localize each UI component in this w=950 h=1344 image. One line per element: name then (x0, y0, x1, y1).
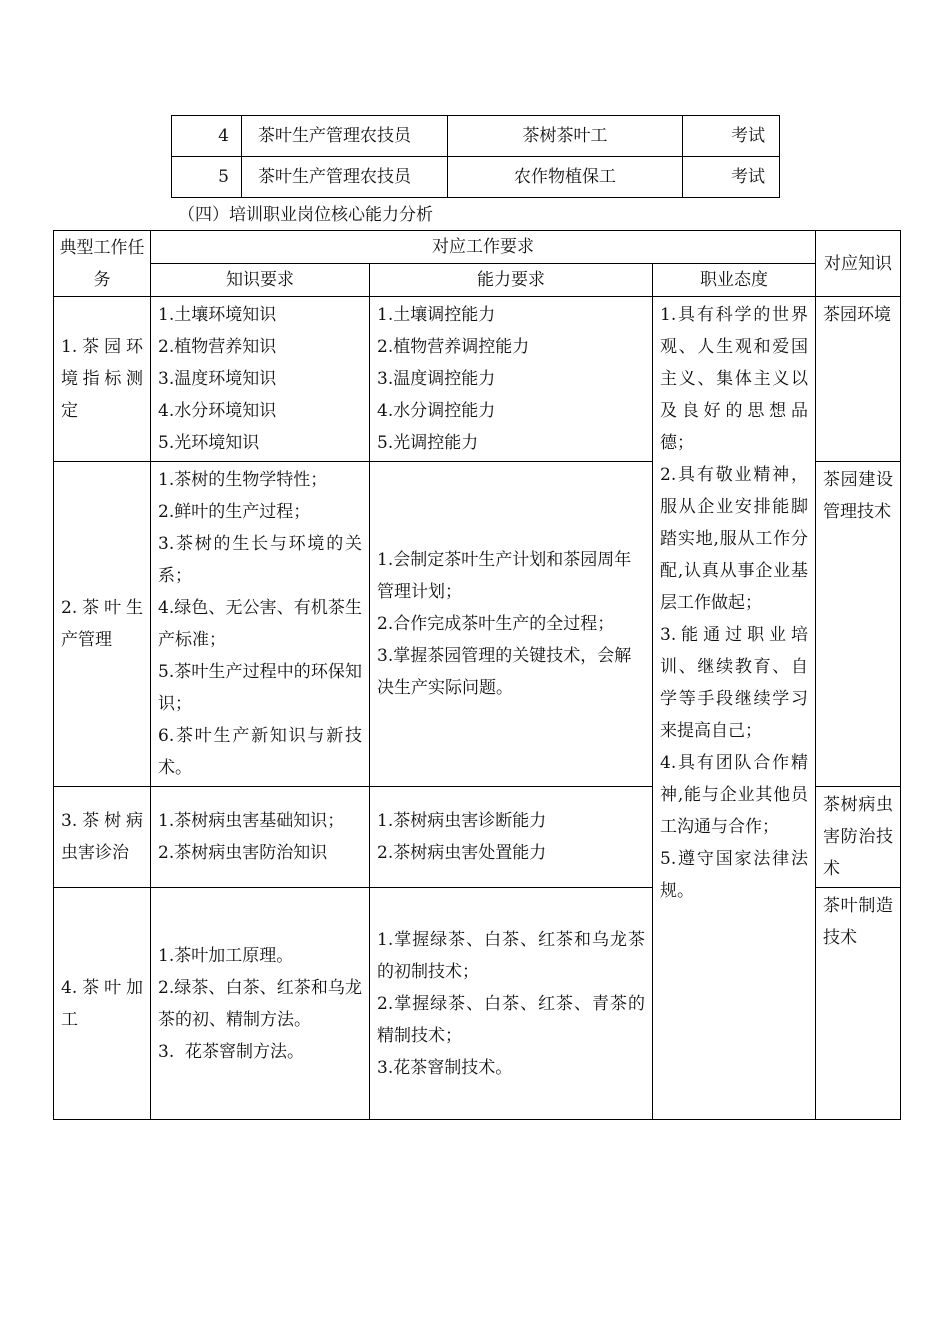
header-attitude: 职业态度 (653, 264, 816, 297)
ability-item: 2.掌握绿茶、白茶、红茶、青茶的精制技术； (377, 993, 645, 1046)
task-cell: 4.茶叶加工 (54, 888, 151, 1120)
knowledge-item: 5.光环境知识 (158, 433, 260, 453)
attitude-item: 2.具有敬业精神，服从企业安排能脚踏实地,服从工作分配,认真从事企业基层工作做起； (660, 465, 809, 613)
ability-item: 2.合作完成茶叶生产的全过程； (377, 614, 615, 634)
knowledge-item: 2.植物营养知识 (158, 337, 277, 357)
assessment-method: 考试 (683, 157, 780, 198)
knowledge-item: 3.茶树的生长与环境的关系； (158, 534, 362, 586)
task-cell: 2.茶叶生产管理 (54, 462, 151, 787)
related-knowledge-cell: 茶园建设管理技术 (816, 462, 901, 787)
knowledge-item: 1.土壤环境知识 (158, 305, 277, 325)
knowledge-item: 5.茶叶生产过程中的环保知识； (158, 662, 362, 714)
table-row (172, 157, 780, 198)
ability-item: 3.温度调控能力 (377, 369, 496, 389)
knowledge-cell (151, 462, 370, 787)
knowledge-item: 3.温度环境知识 (158, 369, 277, 389)
header-knowledge: 知识要求 (151, 264, 370, 297)
knowledge-item: 3. 花茶窨制方法。 (158, 1041, 305, 1062)
attitude-item: 5.遵守国家法律法规。 (660, 849, 809, 901)
header-related-knowledge: 对应知识 (816, 231, 901, 297)
ability-item: 3.花茶窨制技术。 (377, 1057, 513, 1078)
knowledge-cell (151, 787, 370, 888)
certificate-table (171, 115, 780, 198)
header-requirements: 对应工作要求 (151, 231, 816, 264)
knowledge-item: 2.茶树病虫害防治知识 (158, 843, 328, 863)
knowledge-item: 6.茶叶生产新知识与新技术。 (158, 726, 362, 778)
ability-item: 1.土壤调控能力 (377, 305, 496, 325)
row-number: 5 (172, 157, 242, 198)
knowledge-item: 4.绿色、无公害、有机茶生产标准； (158, 598, 362, 650)
job-title: 茶叶生产管理农技员 (242, 116, 448, 157)
knowledge-cell (151, 297, 370, 462)
section-heading: （四）培训职业岗位核心能力分析 (178, 205, 433, 225)
header-row (54, 264, 901, 297)
core-ability-table (53, 230, 901, 1120)
assessment-method: 考试 (683, 116, 780, 157)
related-knowledge-cell: 茶叶制造技术 (816, 888, 901, 1120)
ability-cell (370, 462, 653, 787)
ability-item: 4.水分调控能力 (377, 401, 496, 421)
certificate-name: 茶树茶叶工 (448, 116, 683, 157)
attitude-item: 3.能通过职业培训、继续教育、自学等手段继续学习来提高自己； (660, 625, 809, 741)
header-ability: 能力要求 (370, 264, 653, 297)
ability-item: 2.植物营养调控能力 (377, 337, 530, 357)
header-task: 典型工作任务 (54, 231, 151, 297)
ability-item: 1.会制定茶叶生产计划和茶园周年管理计划； (377, 550, 632, 602)
ability-item: 2.茶树病虫害处置能力 (377, 843, 547, 863)
knowledge-item: 1.茶叶加工原理。 (158, 945, 294, 966)
knowledge-item: 2.鲜叶的生产过程； (158, 502, 311, 522)
table-row (54, 297, 901, 462)
attitude-item: 1.具有科学的世界观、人生观和爱国主义、集体主义以及良好的思想品德； (660, 305, 809, 453)
knowledge-item: 2.绿茶、白茶、红茶和乌龙茶的初、精制方法。 (158, 977, 362, 1030)
ability-item: 1.掌握绿茶、白茶、红茶和乌龙茶的初制技术； (377, 929, 645, 982)
knowledge-item: 4.水分环境知识 (158, 401, 277, 421)
related-knowledge-cell: 茶园环境 (816, 297, 901, 462)
job-title: 茶叶生产管理农技员 (242, 157, 448, 198)
attitude-item: 4.具有团队合作精神,能与企业其他员工沟通与合作； (660, 753, 809, 837)
ability-item: 3.掌握茶园管理的关键技术，会解决生产实际问题。 (377, 646, 632, 698)
row-number: 4 (172, 116, 242, 157)
table-row (172, 116, 780, 157)
knowledge-item: 1.茶树病虫害基础知识； (158, 811, 345, 831)
certificate-name: 农作物植保工 (448, 157, 683, 198)
header-row (54, 231, 901, 264)
task-cell: 1.茶园环境指标测定 (54, 297, 151, 462)
related-knowledge-cell: 茶树病虫害防治技术 (816, 787, 901, 888)
ability-cell (370, 888, 653, 1120)
knowledge-item: 1.茶树的生物学特性； (158, 470, 328, 490)
task-cell: 3.茶树病虫害诊治 (54, 787, 151, 888)
ability-item: 1.茶树病虫害诊断能力 (377, 811, 547, 831)
knowledge-cell (151, 888, 370, 1120)
ability-cell (370, 297, 653, 462)
ability-cell (370, 787, 653, 888)
ability-item: 5.光调控能力 (377, 433, 479, 453)
attitude-cell (653, 297, 816, 1120)
